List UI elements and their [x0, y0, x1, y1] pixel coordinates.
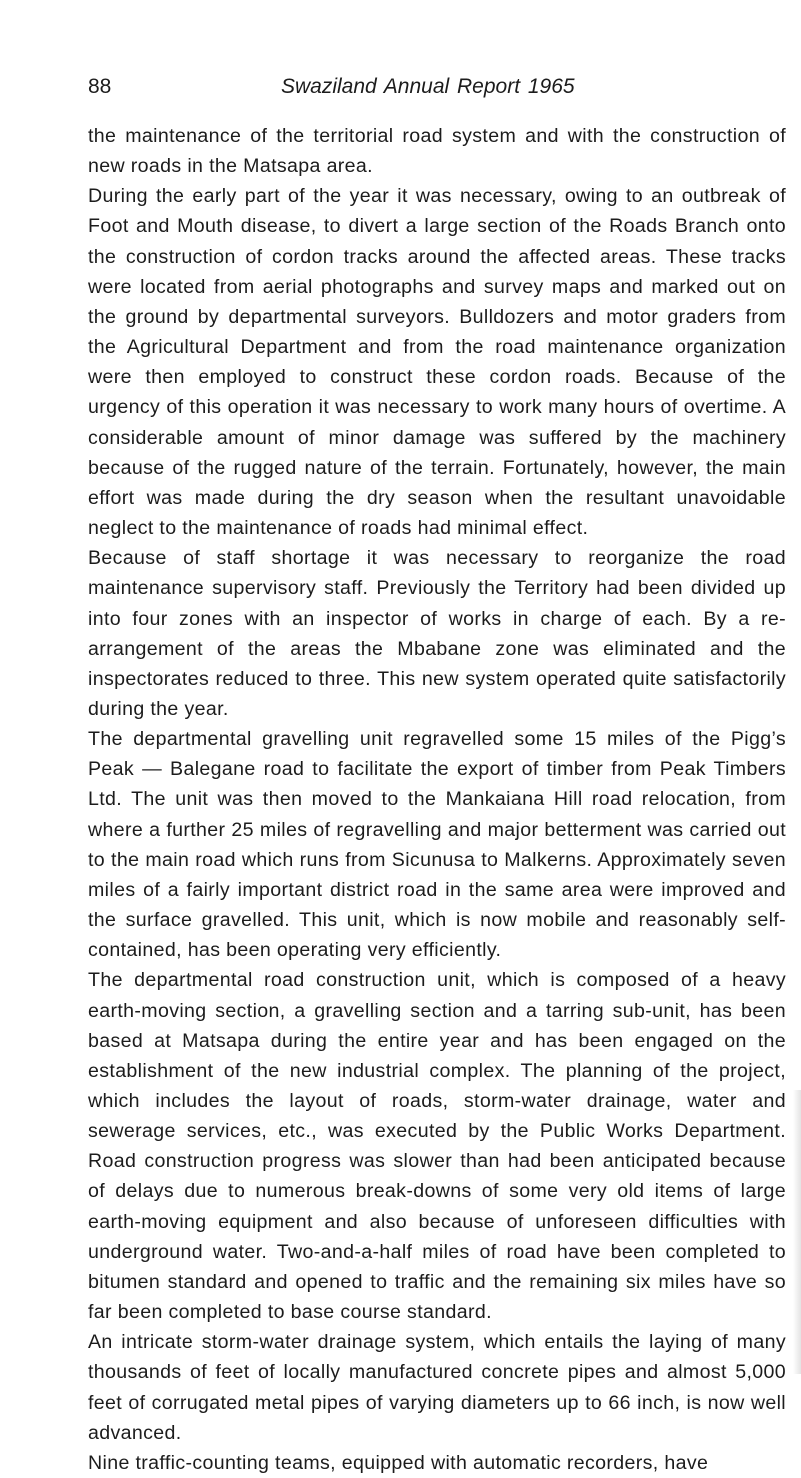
body-text: [88, 121, 786, 1478]
paragraph-construction-unit: The departmental road construction unit, which is composed of a heavy earth-moving section, a gravelling section and a tarring sub-unit, has been based at Matsapa during the entire year and has been engaged on the establishment of the new industrial complex. The planning of the project, which includes the layout of roads, storm-water drainage, water and sewerage services, etc., was executed by the Public Works Department. Road construction progress was slower than had been anticipated because of delays due to numerous break-downs of some very old items of large earth-moving equipment and also because of unforeseen difficulties with underground water. Two-and-a-half miles of road have been completed to bitumen standard and opened to traffic and the remaining six miles have so far been completed to base course standard.: [88, 969, 786, 1324]
running-header: [88, 70, 788, 104]
report-title: Swaziland Annual Report 1965: [281, 75, 575, 98]
paragraph-continuation: the maintenance of the territorial road system and with the construction of new roads in the Matsapa area.: [88, 125, 786, 178]
paragraph-gravelling-unit: The departmental gravelling unit regravelled some 15 miles of the Pigg’s Peak — Balegane road to facilitate the export of timber from Peak Timbers Ltd. The unit was then moved to the Mankaiana Hill road relocation, from where a further 25 miles of regravelling and major betterment was carried out to the main road which runs from Sicunusa to Malkerns. Approximately seven miles of a fairly important district road in the same area were improved and the surface gravelled. This unit, which is now mobile and reasonably self-contained, has been operating very efficiently.: [88, 728, 786, 962]
paragraph-traffic-counting: Nine traffic-counting teams, equipped with automatic recorders, have: [88, 1451, 709, 1474]
paragraph-staff-shortage: Because of staff shortage it was necessary to reorganize the road maintenance supervisory staff. Previously the Territory had been divided up into four zones with an inspector of works in charge of each. By a re-arrangement of the areas the Mbabane zone was eliminated and the inspectorates reduced to three. This new system operated quite satisfactorily during the year.: [88, 547, 786, 720]
paragraph-drainage-system: An intricate storm-water drainage system, which entails the laying of many thousands of feet of locally manufactured concrete pipes and almost 5,000 feet of corrugated metal pipes of varying diameters up to 66 inch, is now well advanced.: [88, 1331, 786, 1444]
page-edge-shadow: [793, 1090, 801, 1374]
paragraph-foot-and-mouth: During the early part of the year it was necessary, owing to an outbreak of Foot and Mouth disease, to divert a large section of the Roads Branch onto the construction of cordon tracks around the affected areas. These tracks were located from aerial photographs and survey maps and marked out on the ground by departmental surveyors. Bulldozers and motor graders from the Agricultural Department and from the road maintenance organization were then employed to construct these cordon roads. Because of the urgency of this operation it was necessary to work many hours of overtime. A considerable amount of minor damage was suffered by the machinery because of the rugged nature of the terrain. Fortunately, however, the main effort was made during the dry season when the resultant unavoidable neglect to the maintenance of roads had minimal effect.: [88, 185, 786, 540]
page-number: 88: [88, 75, 112, 98]
